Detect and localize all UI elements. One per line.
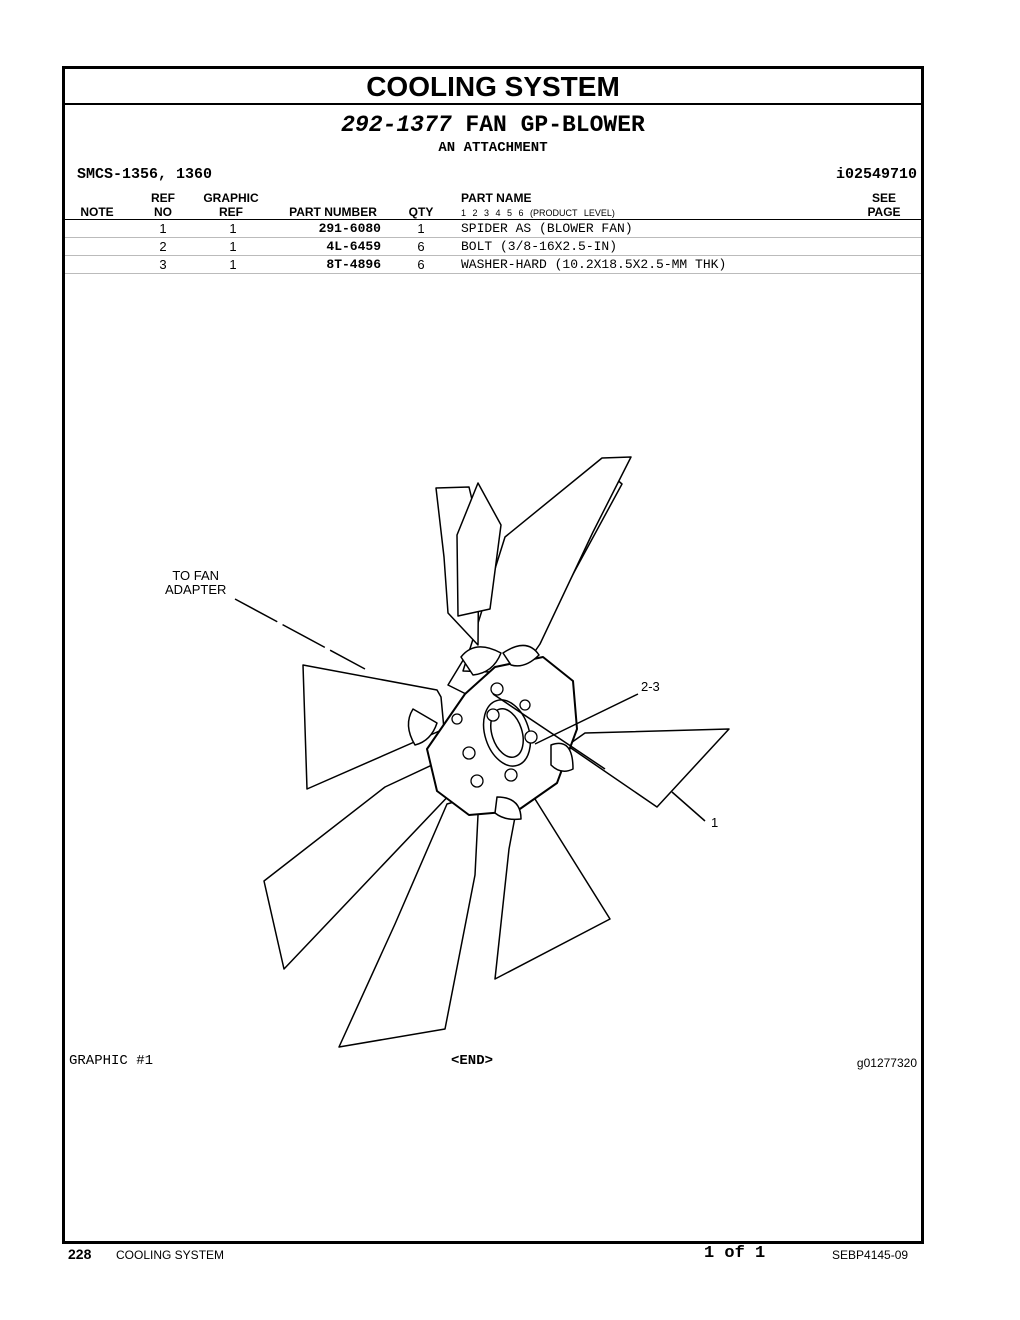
- footer-pagination: 1 of 1: [704, 1244, 766, 1263]
- end-marker: <END>: [451, 1053, 494, 1069]
- graphic-label: GRAPHIC #1: [69, 1053, 154, 1069]
- col-part-name: PART NAME: [461, 191, 532, 205]
- qty: 6: [417, 257, 425, 272]
- leader-to-fan-adapter: [235, 599, 365, 669]
- bolt-head: [505, 769, 517, 781]
- bolt-head: [487, 709, 499, 721]
- part-number: 291-6080: [318, 221, 381, 236]
- page-frame: [62, 66, 924, 1244]
- col-see-page-line2: PAGE: [867, 205, 901, 219]
- part-name: BOLT (3/8-16X2.5-IN): [461, 239, 618, 254]
- col-ref-no-line2: NO: [154, 205, 172, 219]
- graphic-ref: 1: [229, 239, 237, 254]
- qty: 6: [417, 239, 425, 254]
- group-subtitle: AN ATTACHMENT: [438, 140, 548, 156]
- footer-section: COOLING SYSTEM: [116, 1248, 225, 1262]
- part-name: WASHER-HARD (10.2X18.5X2.5-MM THK): [461, 257, 727, 272]
- graphic-id: g01277320: [856, 1056, 917, 1070]
- ref-no: 1: [159, 221, 167, 236]
- bolt-head: [452, 714, 462, 724]
- part-number: 4L-6459: [326, 239, 381, 254]
- callout-to-fan-adapter-line2: ADAPTER: [165, 582, 227, 597]
- ref-no: 3: [159, 257, 167, 272]
- fan-blade: [551, 729, 729, 807]
- smcs-codes: SMCS-1356, 1360: [77, 166, 213, 183]
- col-graphic-ref-line1: GRAPHIC: [203, 191, 259, 205]
- col-qty: QTY: [408, 205, 434, 219]
- part-number: 8T-4896: [326, 257, 381, 272]
- graphic-ref: 1: [229, 221, 237, 236]
- callout-to-fan-adapter-line1: TO FAN: [172, 568, 220, 583]
- callout-spider: 1: [711, 815, 719, 830]
- group-name: FAN GP-BLOWER: [465, 112, 645, 138]
- ref-no: 2: [159, 239, 167, 254]
- callout-bolt-washer: 2-3: [641, 679, 660, 694]
- graphic-ref: 1: [229, 257, 237, 272]
- col-part-number: PART NUMBER: [289, 205, 377, 219]
- footer-page-number: 228: [68, 1246, 92, 1262]
- callout-to-fan-adapter: [165, 569, 226, 597]
- col-graphic-ref-line2: REF: [219, 205, 243, 219]
- group-number: 292-1377: [341, 112, 452, 138]
- section-title: COOLING SYSTEM: [65, 69, 921, 105]
- bolt-head: [520, 700, 530, 710]
- part-name: SPIDER AS (BLOWER FAN): [461, 221, 633, 236]
- col-note: NOTE: [80, 205, 114, 219]
- bolt-head: [471, 775, 483, 787]
- document-ident: i02549710: [835, 166, 917, 183]
- bolt-head: [463, 747, 475, 759]
- bolt-head: [491, 683, 503, 695]
- bolt-head: [525, 731, 537, 743]
- footer-document-number: SEBP4145-09: [832, 1248, 909, 1262]
- leader-spider: [672, 792, 705, 821]
- col-product-levels: 1 2 3 4 5 6 (PRODUCT LEVEL): [461, 208, 615, 218]
- col-see-page-line1: SEE: [871, 191, 896, 205]
- qty: 1: [417, 221, 425, 236]
- col-ref-no-line1: REF: [151, 191, 175, 205]
